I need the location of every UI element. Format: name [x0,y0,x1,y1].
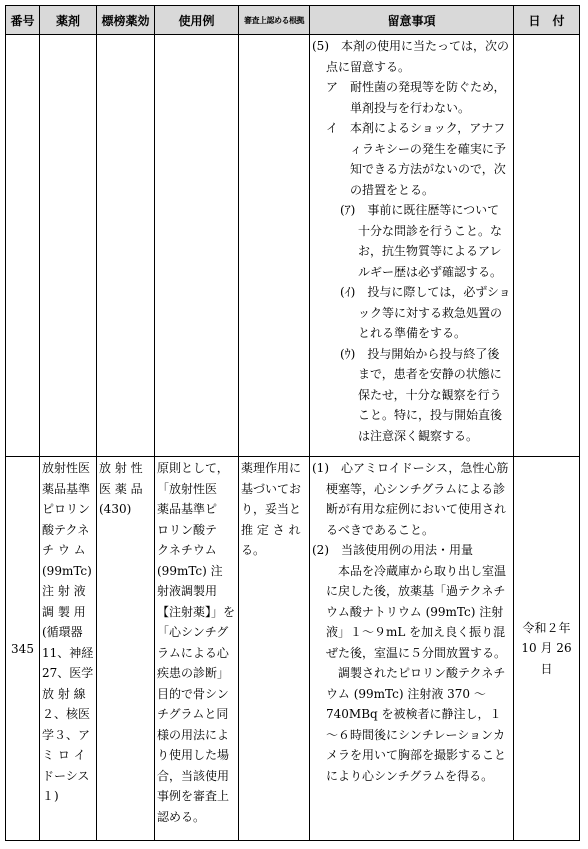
reason-line: る。 [241,543,266,557]
header-review-reason: 審査上認める根拠 [239,6,310,35]
drug-line: 放射性医 [42,461,91,475]
drug-line: １) [42,789,59,803]
header-label-effect: 標榜薬効 [97,6,155,35]
usage-line: ラムによる心 [157,645,229,660]
usage-line: 【注射薬】」を [157,604,236,619]
usage-line: 認める。 [157,809,206,824]
drug-line: 調 製 用 [42,604,86,619]
usage-line: チグラムと同 [157,707,229,721]
drug-line: 酸テクネ [42,522,90,537]
header-drug: 薬剤 [40,6,97,35]
drug-line: ドーシス [42,768,90,783]
header-date: 日 付 [514,6,580,35]
label-effect-line: 放 射 性 [99,461,143,475]
usage-example [155,457,238,827]
header-number: 番号 [6,6,40,35]
note-item: (ｳ) 投与開始から投与終了後まで，患者を安静の状態に保たせ，十分な観察を行うこと。特に，投与開始直後は注意深く観察する。 [340,346,503,443]
review-reason [239,457,309,561]
row-number-cell [6,457,40,841]
drug-line: (循環器 [42,625,83,639]
date-cell [514,457,580,841]
drug-line: 学３、ア [42,727,91,742]
drug-line: 放 射 線 [42,686,86,701]
drug-line: 11、神経 [42,645,94,660]
usage-line: ロリン酸テ [157,522,218,537]
usage-line: 射液調製用 [157,584,218,598]
row-number: 345 [11,641,34,656]
usage-line: 薬品基準ピ [157,502,218,516]
reason-line: り，妥当と [241,502,302,516]
note-paragraph: 本品を冷蔵庫から取り出し室温に戻した後，放薬基「過テクネチウム酸ナトリウム (99mTc) 注射液」１～９mL を加え良く振り混ぜた後，室温に５分間放置する。 [326,563,507,660]
header-row [6,6,580,35]
note-paragraph: 調製されたピロリン酸テクネチウム (99mTc) 注射液 370 ～ 740MBq を被検者に静注し，１～６時間後にシンチレーションカメラを用いて胸部を撮影することにより心シンチグラムを得る。 [326,666,507,783]
drug-line: 薬品基準 [42,481,91,496]
drug-cell [40,457,97,841]
prev-usage-cell [155,35,239,457]
date [514,618,579,680]
prev-reason-cell [239,35,310,457]
prev-date-cell [514,35,580,457]
reason-cell [239,457,310,841]
drug-line: 注 射 液 [42,584,86,598]
note-item: (ｱ) 事前に既往歴等について十分な問診を行うこと。なお，抗生物質等によるアレルギー歴は必ず確認する。 [340,203,503,279]
reason-line: 基づいてお [241,481,302,496]
usage-line: 原則として， [157,461,229,475]
label-effect-cell [97,457,155,841]
drug-name [40,457,96,807]
usage-line: 疾患の診断」 [157,666,230,680]
usage-line: 「放射性医 [157,481,218,496]
usage-line: (99mTc) 注 [157,563,223,578]
date-line: 10 月 26 日 [521,641,572,676]
note-item: イ 本剤によるショック，アナフィラキシーの発生を確実に予知できる方法がないので，次の措置をとる。 [326,121,506,197]
prev-number-cell [6,35,40,457]
prev-label-cell [97,35,155,457]
note-item: (2) 当該使用例の用法・用量 [312,543,473,557]
note-item: (ｲ) 投与に際しては，必ずショック等に対する救急処置のとれる準備をする。 [340,285,511,340]
date-line: 令和２年 [522,620,571,635]
drug-line: (99mTc) [42,563,92,578]
drug-line: 27、医学 [42,666,94,680]
prev-drug-cell [40,35,97,457]
usage-line: 合，当該使用 [157,768,230,783]
reason-line: 薬理作用に [241,461,302,475]
drug-line: チ ウ ム [42,543,86,557]
table-row [6,457,580,841]
usage-line: 様の用法によ [157,727,230,742]
header-notes: 留意事項 [310,6,514,35]
label-effect-line: (430) [99,502,132,516]
usage-line: り使用した場 [157,748,230,762]
label-effect [97,457,154,520]
usage-cell [155,457,239,841]
note-item: (1) 心アミロイドーシス，急性心筋梗塞等，心シンチグラムによる診断が有用な症例において使用されるべきであること。 [312,461,509,537]
drug-line: ミ ロ イ [42,748,86,762]
notes-cell [310,457,514,841]
note-item: ア 耐性菌の発現等を防ぐため，単剤投与を行わない。 [326,80,506,115]
usage-line: クネチウム [157,543,217,557]
usage-line: 「心シンチグ [157,625,229,639]
header-usage-example: 使用例 [155,6,239,35]
table-row [6,35,580,457]
prev-notes-cell [310,35,514,457]
usage-line: 事例を審査上 [157,789,230,803]
note-item: (5) 本剤の使用に当たっては，次の点に留意する。 [312,39,509,74]
drug-line: ２、核医 [42,707,91,721]
document-table [5,5,580,841]
reason-line: 推 定 さ れ [241,522,301,537]
label-effect-line: 医 薬 品 [99,481,143,496]
drug-line: ピロリン [42,502,91,516]
usage-line: 目的で骨シン [157,686,229,701]
